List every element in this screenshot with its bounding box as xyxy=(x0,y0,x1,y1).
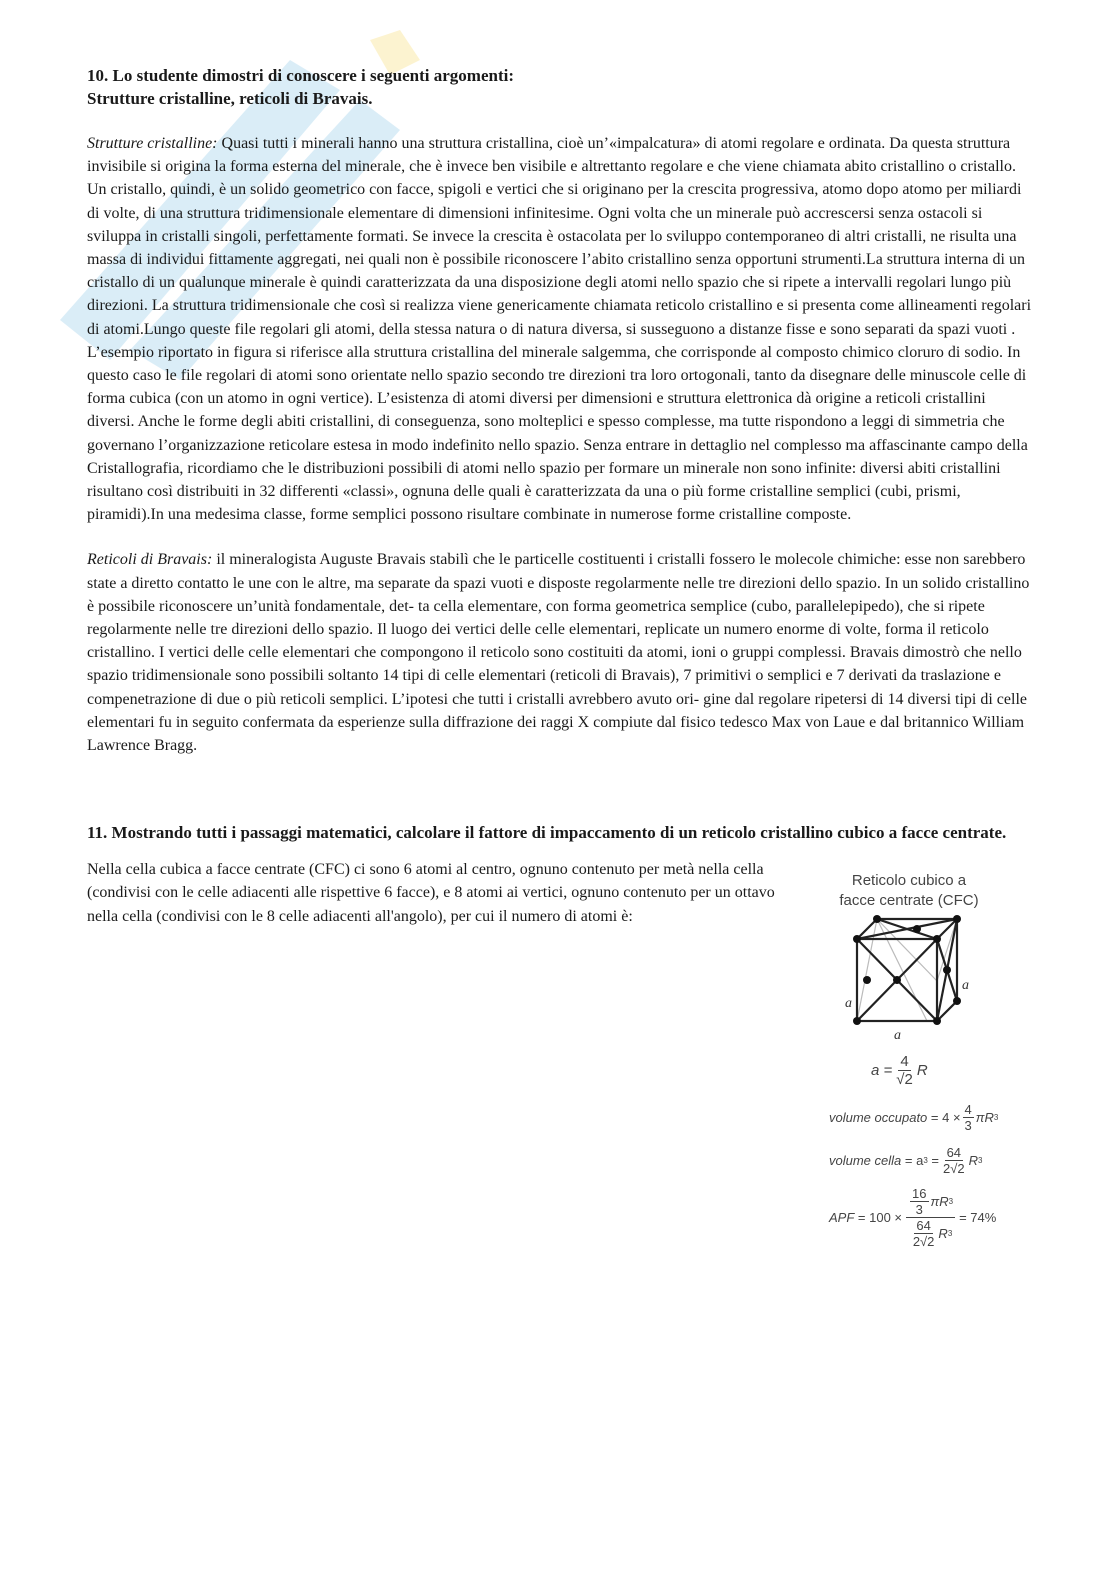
paragraph-body: il mineralogista Auguste Bravais stabilì che le particelle costituenti i cristalli fossero le molecole chimiche: esse non sarebbero state a diretto contatto le une con le altre, ma separate da spazi vuoti e disposte regolarmente nelle tre direzioni dello spazio. In un solido cristallino è possibile riconoscere un’unità fondamentale, det- ta cella elementare, con forma geometrica semplice (cubo, parallelepipedo), che si ripete regolarmente nelle tre direzioni dello spazio. Il luogo dei vertici delle celle elementari, replicate un numero enorme di volte, forma il reticolo cristallino. I vertici delle celle elementari che compongono il reticolo sono costituiti da atomi, ioni o gruppi complessi. Bravais dimostrò che nello spazio tridimensionale sono possibili soltanto 14 tipi di celle elementari (reticoli di Bravais), 7 primitivi o semplici e 7 derivati da traslazione e compenetrazione di due o più reticoli semplici. L’ipotesi che tutti i cristalli avrebbero avuto ori- gine dal regolare ripetersi di 14 diversi tipi di celle elementari fu in seguito confermata da esperienze sulla diffrazione dei raggi X compiute dal fisico tedesco Max von Laue e dal britannico William Lawrence Bragg. xyxy=(87,551,1030,755)
formula-volume-cella: volume cella = a 3 = $\frac{64}{2√2}$ R 3 xyxy=(829,1145,983,1177)
formula-apf: APF = 100 × $\frac{16}{3}$ πR 3 $\frac{64}{2√2}$ R 3 = 74% xyxy=(829,1186,997,1250)
paragraph-strutture-cristalline xyxy=(87,132,1032,526)
edge-label-bottom: a xyxy=(894,1028,901,1044)
figure-title: Reticolo cubico a facce centrate (CFC) xyxy=(839,872,979,910)
section-11-title: 11. Mostrando tutti i passaggi matematici, calcolare il fattore di impaccamento di un reticolo cristallino cubico a facce centrate. xyxy=(87,823,1007,843)
section-11-intro: Nella cella cubica a facce centrate (CFC) ci sono 6 atomi al centro, ognuno contenuto per metà nella cella (condivisi con le celle adiacenti alle rispettive 6 facce), e 8 atomi ai vertici, ognuno contenuto per un ottavo nella cella (condivisi con le 8 celle adiacenti all'angolo), per cui il numero di atomi è: xyxy=(87,861,775,925)
formula-volume-occupato: volume occupato = 4 × $\frac{4}{3}$ πR 3 xyxy=(829,1102,999,1134)
fcc-cube-diagram xyxy=(837,911,987,1051)
paragraph-reticoli-bravais xyxy=(87,548,1032,757)
paragraph-lead: Reticoli di Bravais: xyxy=(87,551,213,569)
section-10-subtitle: Strutture cristalline, reticoli di Bravais. xyxy=(87,89,373,108)
formula-edge: a = $\frac{4}{√2}$ R xyxy=(871,1053,928,1089)
edge-label-right: a xyxy=(962,978,969,994)
section-10-title: 10. Lo studente dimostri di conoscere i seguenti argomenti: xyxy=(87,66,515,85)
paragraph-body: Quasi tutti i minerali hanno una struttura cristallina, cioè un’«impalcatura» di atomi regolare e ordinata. Da questa struttura invisibile si origina la forma esterna del minerale, che è invece ben visibile e altrettanto regolare e che viene chiamata abito cristallino o cristallo. Un cristallo, quindi, è un solido geometrico con facce, spigoli e vertici che si originano per la crescita progressiva, atomo dopo atomo per miliardi di volte, di una struttura tridimensionale elementare di dimensioni infinitesime. Ogni volta che un minerale può accrescersi senza ostacoli si sviluppa in cristalli singoli, perfettamente formati. Se invece la crescita è ostacolata per lo sviluppo contemporaneo di altri cristalli, ne risulta una massa di individui fittamente aggregati, nei quali non è possibile riconoscere l’abito cristallino senza opportuni strumenti.La struttura interna di un cristallo di un qualunque minerale è quindi caratterizzata da una disposizione degli atomi nello spazio che si ripete a intervalli regolari lungo più direzioni. La struttura tridimensionale che così si realizza viene genericamente chiamata reticolo cristallino e si presenta come allineamenti regolari di atomi.Lungo queste file regolari gli atomi, della stessa natura o di natura diversa, si susseguono a distanze fisse e sono separati da spazi vuoti . L’esempio riportato in figura si riferisce alla struttura cristallina del minerale salgemma, che corrisponde al composto chimico cloruro di sodio. In questo caso le file regolari di atomi sono orientate nello spazio secondo tre direzioni tra loro ortogonali, tanto da disegnare delle minuscole celle di forma cubica (con un atomo in ogni vertice). L’esistenza di atomi diversi per dimensioni e struttura elettronica dà origine a reticoli cristallini diversi. Anche le forme degli abiti cristallini, di conseguenza, sono molteplici e spesso complesse, ma tutte rispondono a leggi di simmetria che governano l’organizzazione reticolare estesa in modo indefinito nello spazio. Senza entrare in dettaglio nel complesso ma affascinante campo della Cristallografia, ricordiamo che le distribuzioni possibili di atomi nello spazio per formare un minerale non sono infinite: diversi abiti cristallini risultano così distribuiti in 32 differenti «classi», ognuna delle quali è caratterizzata da una o più forme cristalline semplici (cubi, prismi, piramidi).In una medesima classe, forme semplici possono risultare combinate in numerose forme cristalline composte. xyxy=(87,135,1032,524)
edge-label-left: a xyxy=(845,996,852,1012)
paragraph-lead: Strutture cristalline: xyxy=(87,135,218,152)
fcc-figure xyxy=(829,871,1029,1249)
